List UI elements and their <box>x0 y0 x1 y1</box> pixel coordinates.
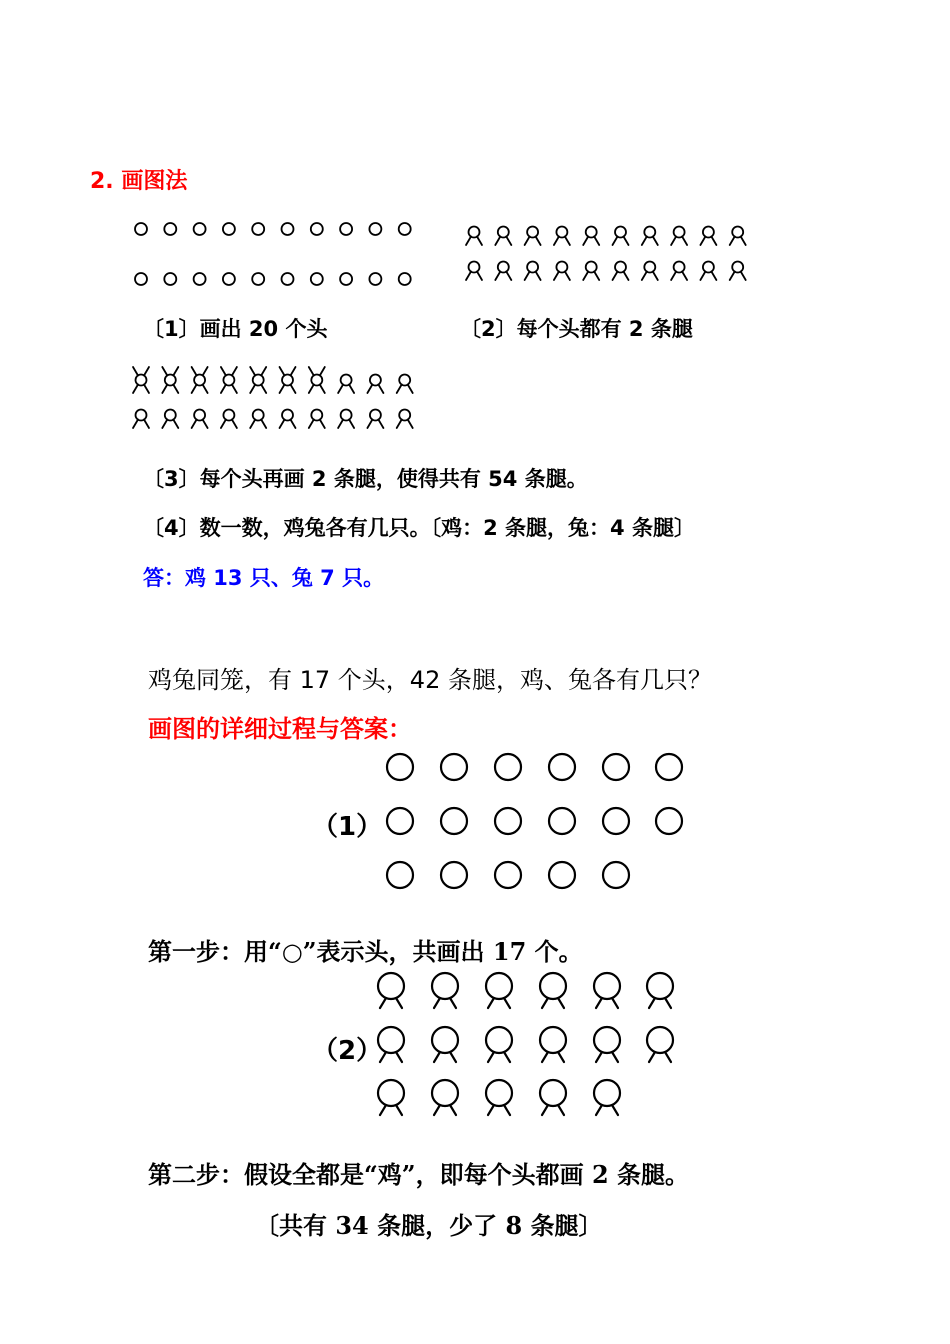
leg-line <box>378 385 383 394</box>
leg-line <box>221 420 226 429</box>
head-circle <box>486 973 512 999</box>
leg-line <box>203 367 208 376</box>
question-text: 鸡兔同笼，有 17 个头，42 条腿，鸡、兔各有几只？ <box>148 666 712 694</box>
leg-line <box>624 272 629 281</box>
leg-line <box>583 272 588 281</box>
leg-line <box>261 420 266 429</box>
leg-line <box>408 420 413 429</box>
step2-note: 〔共有 34 条腿，少了 8 条腿〕 <box>255 1211 603 1240</box>
leg-line <box>450 1105 456 1115</box>
leg-line <box>711 237 716 246</box>
head-circle <box>644 262 655 273</box>
leg-line <box>349 420 354 429</box>
leg-line <box>613 272 618 281</box>
leg-line <box>450 1052 456 1062</box>
leg-line <box>649 998 655 1008</box>
leg-line <box>525 272 530 281</box>
head-circle <box>282 223 294 235</box>
leg-line <box>682 237 687 246</box>
leg-line <box>396 1052 402 1062</box>
step3-caption: 〔3〕每个头再画 2 条腿，使得共有 54 条腿。 <box>143 467 588 491</box>
leg-line <box>162 420 167 429</box>
leg-line <box>466 237 471 246</box>
answer-text: 答：鸡 13 只、兔 7 只。 <box>143 566 385 590</box>
leg-line <box>536 272 541 281</box>
leg-line <box>397 385 402 394</box>
head-circle <box>527 262 538 273</box>
leg-line <box>506 237 511 246</box>
leg-line <box>232 420 237 429</box>
leg-line <box>380 1105 386 1115</box>
head-circle <box>732 227 743 238</box>
heads-drawing <box>0 0 950 450</box>
head-circle <box>387 862 413 888</box>
leg-line <box>434 1105 440 1115</box>
leg-line <box>596 998 602 1008</box>
leg-line <box>133 385 138 394</box>
leg-line <box>250 385 255 394</box>
leg-line <box>338 385 343 394</box>
leg-line <box>554 272 559 281</box>
leg-line <box>173 385 178 394</box>
head-circle <box>495 808 521 834</box>
step1-caption: 〔1〕画出 20 个头 <box>143 317 328 341</box>
head-circle <box>703 262 714 273</box>
head-circle <box>378 973 404 999</box>
head-circle <box>399 223 411 235</box>
leg-line <box>488 998 494 1008</box>
leg-line <box>653 272 658 281</box>
head-circle <box>549 862 575 888</box>
head-circle <box>495 862 521 888</box>
head-circle <box>594 1027 620 1053</box>
head-circle <box>136 410 147 421</box>
leg-line <box>542 1105 548 1115</box>
head-circle <box>282 375 293 386</box>
head-circle <box>252 223 264 235</box>
head-circle <box>252 273 264 285</box>
head-circle <box>387 754 413 780</box>
leg-line <box>397 420 402 429</box>
leg-line <box>380 998 386 1008</box>
leg-line <box>232 385 237 394</box>
head-circle <box>615 227 626 238</box>
head-circle <box>432 1027 458 1053</box>
head-circle <box>603 808 629 834</box>
leg-line <box>711 272 716 281</box>
leg-line <box>250 367 255 376</box>
leg-line <box>133 367 138 376</box>
leg-line <box>525 237 530 246</box>
leg-line <box>504 1052 510 1062</box>
leg-line <box>700 237 705 246</box>
leg-line <box>700 272 705 281</box>
leg-line <box>192 367 197 376</box>
leg-line <box>649 1052 655 1062</box>
leg-line <box>642 237 647 246</box>
leg-line <box>291 420 296 429</box>
leg-line <box>144 420 149 429</box>
leg-line <box>291 367 296 376</box>
head-circle <box>540 1080 566 1106</box>
leg-line <box>554 237 559 246</box>
leg-line <box>320 420 325 429</box>
head-circle <box>165 410 176 421</box>
head-circle <box>253 375 264 386</box>
head-circle <box>586 227 597 238</box>
head-circle <box>399 375 410 386</box>
head-circle <box>370 410 381 421</box>
head-circle <box>194 375 205 386</box>
head-circle <box>432 1080 458 1106</box>
head-circle <box>370 375 381 386</box>
head-circle <box>223 375 234 386</box>
head-circle <box>540 973 566 999</box>
head-circle <box>644 227 655 238</box>
head-circle <box>603 862 629 888</box>
head-circle <box>441 754 467 780</box>
leg-line <box>612 998 618 1008</box>
leg-line <box>349 385 354 394</box>
leg-line <box>558 1105 564 1115</box>
head-circle <box>527 227 538 238</box>
head-circle <box>615 262 626 273</box>
head-circle <box>387 808 413 834</box>
leg-line <box>396 998 402 1008</box>
head-circle <box>540 1027 566 1053</box>
head-circle <box>549 808 575 834</box>
leg-line <box>665 998 671 1008</box>
leg-line <box>477 272 482 281</box>
leg-line <box>495 237 500 246</box>
head-circle <box>399 273 411 285</box>
head-circle <box>441 862 467 888</box>
leg-line <box>558 998 564 1008</box>
leg-line <box>477 237 482 246</box>
leg-line <box>624 237 629 246</box>
leg-line <box>309 367 314 376</box>
head-circle <box>340 223 352 235</box>
leg-line <box>280 367 285 376</box>
head-circle <box>369 223 381 235</box>
leg-line <box>506 272 511 281</box>
leg-line <box>450 998 456 1008</box>
leg-line <box>173 367 178 376</box>
leg-line <box>144 367 149 376</box>
step2-caption: 〔2〕每个头都有 2 条腿 <box>460 317 693 341</box>
leg-line <box>221 367 226 376</box>
head-circle <box>311 410 322 421</box>
leg-line <box>613 237 618 246</box>
head-circle <box>341 410 352 421</box>
leg-line <box>338 420 343 429</box>
head-circle <box>556 262 567 273</box>
leg-line <box>466 272 471 281</box>
step1-text: 第一步：用“○”表示头，共画出 17 个。 <box>148 937 583 966</box>
head-circle <box>703 227 714 238</box>
leg-line <box>665 1052 671 1062</box>
leg-line <box>434 998 440 1008</box>
head-circle <box>594 973 620 999</box>
leg-line <box>309 420 314 429</box>
leg-line <box>133 420 138 429</box>
leg-line <box>261 367 266 376</box>
head-circle <box>486 1027 512 1053</box>
detail-subheading: 画图的详细过程与答案： <box>148 715 412 743</box>
leg-line <box>320 367 325 376</box>
leg-line <box>565 237 570 246</box>
leg-line <box>741 237 746 246</box>
head-circle <box>135 223 147 235</box>
leg-line <box>504 1105 510 1115</box>
leg-line <box>280 420 285 429</box>
leg-line <box>504 998 510 1008</box>
head-circle <box>498 262 509 273</box>
leg-line <box>671 237 676 246</box>
head-circle <box>282 410 293 421</box>
head-circle <box>656 754 682 780</box>
leg-line <box>367 385 372 394</box>
leg-line <box>682 272 687 281</box>
head-circle <box>194 410 205 421</box>
step4-caption: 〔4〕数一数，鸡兔各有几只。〔鸡：2 条腿，兔：4 条腿〕 <box>143 516 695 540</box>
head-circle <box>469 262 480 273</box>
leg-line <box>565 272 570 281</box>
leg-line <box>730 237 735 246</box>
leg-line <box>192 420 197 429</box>
leg-line <box>192 385 197 394</box>
head-circle <box>594 1080 620 1106</box>
diagram-label-1: （1） <box>312 812 383 842</box>
head-circle <box>311 375 322 386</box>
step2-text: 第二步：假设全都是“鸡”，即每个头都画 2 条腿。 <box>148 1160 690 1189</box>
leg-line <box>612 1052 618 1062</box>
head-circle <box>165 375 176 386</box>
leg-line <box>596 1105 602 1115</box>
head-circle <box>253 410 264 421</box>
head-circle <box>311 223 323 235</box>
leg-line <box>162 367 167 376</box>
leg-line <box>280 385 285 394</box>
leg-line <box>232 367 237 376</box>
head-circle <box>647 973 673 999</box>
head-circle <box>378 1080 404 1106</box>
head-circle <box>647 1027 673 1053</box>
head-circle <box>603 754 629 780</box>
heads-group <box>135 223 411 285</box>
head-circle <box>486 1080 512 1106</box>
head-circle <box>469 227 480 238</box>
leg-line <box>173 420 178 429</box>
head-circle <box>399 410 410 421</box>
leg-line <box>378 420 383 429</box>
leg-line <box>250 420 255 429</box>
leg-line <box>203 420 208 429</box>
heads-with-legs-group <box>466 227 746 281</box>
leg-line <box>408 385 413 394</box>
leg-line <box>495 272 500 281</box>
leg-line <box>612 1105 618 1115</box>
head-circle <box>656 808 682 834</box>
head-circle <box>369 273 381 285</box>
leg-line <box>162 385 167 394</box>
leg-line <box>542 1052 548 1062</box>
leg-line <box>221 385 226 394</box>
leg-line <box>434 1052 440 1062</box>
leg-line <box>367 420 372 429</box>
leg-line <box>594 237 599 246</box>
head-circle <box>135 273 147 285</box>
leg-line <box>741 272 746 281</box>
head-circle <box>311 273 323 285</box>
leg-line <box>291 385 296 394</box>
head-circle <box>223 273 235 285</box>
head-circle <box>586 262 597 273</box>
head-circle <box>341 375 352 386</box>
leg-line <box>320 385 325 394</box>
head-circle <box>194 273 206 285</box>
head-circle <box>432 973 458 999</box>
leg-line <box>594 272 599 281</box>
leg-line <box>642 272 647 281</box>
chickens-and-rabbits-group <box>133 367 413 428</box>
leg-line <box>144 385 149 394</box>
head-circle <box>674 227 685 238</box>
leg-line <box>583 237 588 246</box>
head-circle <box>164 273 176 285</box>
head-circle <box>498 227 509 238</box>
leg-line <box>203 385 208 394</box>
leg-line <box>488 1105 494 1115</box>
head-circle <box>136 375 147 386</box>
head-circle <box>223 223 235 235</box>
head-circle <box>674 262 685 273</box>
head-circle <box>340 273 352 285</box>
head-circle <box>732 262 743 273</box>
leg-line <box>596 1052 602 1062</box>
head-circle <box>556 227 567 238</box>
head-circle <box>164 223 176 235</box>
step1-circles <box>387 754 682 888</box>
leg-line <box>730 272 735 281</box>
section-title: 2. 画图法 <box>90 169 188 194</box>
head-circle <box>194 223 206 235</box>
leg-line <box>542 998 548 1008</box>
leg-line <box>309 385 314 394</box>
leg-line <box>396 1105 402 1115</box>
leg-line <box>653 237 658 246</box>
leg-line <box>536 237 541 246</box>
head-circle <box>282 273 294 285</box>
head-circle <box>549 754 575 780</box>
step2-circles-with-legs <box>378 973 673 1115</box>
leg-line <box>558 1052 564 1062</box>
diagram-label-2: （2） <box>312 1036 383 1066</box>
head-circle <box>223 410 234 421</box>
leg-line <box>671 272 676 281</box>
head-circle <box>495 754 521 780</box>
head-circle <box>441 808 467 834</box>
leg-line <box>261 385 266 394</box>
leg-line <box>488 1052 494 1062</box>
